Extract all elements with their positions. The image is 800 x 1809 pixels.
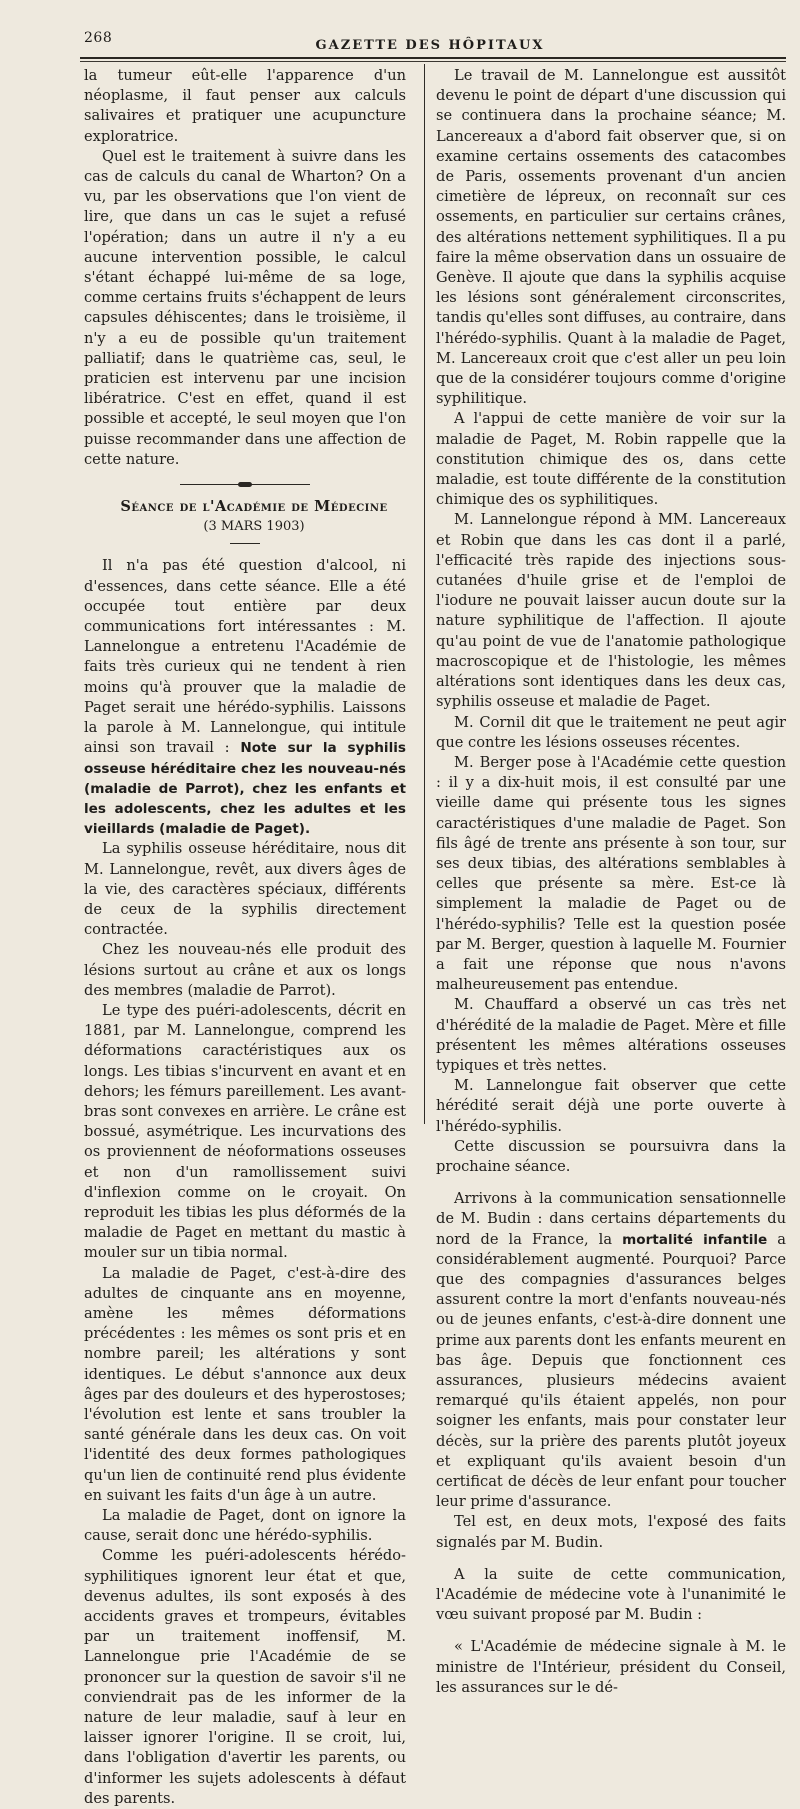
paragraph-text: Il n'a pas été question d'alcool, ni d'essences, dans cette séance. Elle a été occupée tout entière par deux communications fort intéressantes : M. Lannelongue a entretenu l'Académie de faits très curieux qui ne tendent à rien moins qu'à prouver que la maladie de Paget serait une hérédo-syphilis. Laissons la parole à M. Lannelongue, qui intitule ainsi son travail :	[84, 557, 406, 757]
paragraph: Comme les puéri-adolescents hérédo-syphilitiques ignorent leur état et que, devenus adultes, ils sont exposés à des accidents graves et trompeurs, évitables par un traitement inoffensif, M. Lannelongue prie l'Académie de se prononcer sur la question de savoir s'il ne conviendrait pas de les informer de la nature de leur maladie, sauf à leur en laisser ignorer l'origine. Il se croit, lui, dans l'obligation d'avertir les parents, ou d'informer les sujets adolescents à défaut des parents.	[84, 1547, 406, 1807]
paragraph: Cette discussion se poursuivra dans la prochaine séance.	[436, 1137, 786, 1175]
paragraph: A l'appui de cette manière de voir sur la maladie de Paget, M. Robin rappelle que la constitution chimique des os, dans cette maladie, est toute différente de la constitution chimique des os syphilitiques.	[436, 410, 786, 509]
paragraph: Le travail de M. Lannelongue est aussitôt devenu le point de départ d'une discussion qui se continuera dans la prochaine séance; M. Lancereaux a d'abord fait observer que, si on examine certains ossements des catacombes de Paris, ossements provenant d'un ancien cimetière de lépreux, on reconnaît sur ces ossements, en particulier sur certains crânes, des altérations nettement syphilitiques. Il a pu faire la même observation dans un ossuaire de Genève. Il ajoute que dans la syphilis acquise les lésions sont généralement circonscrites, tandis qu'elles sont diffuses, au contraire, dans l'hérédo-syphilis. Quant à la maladie de Paget, M. Lancereaux croit que c'est aller un peu loin que de la considérer toujours comme d'origine syphilitique.	[436, 67, 786, 408]
paragraph: Le type des puéri-adolescents, décrit en 1881, par M. Lannelongue, comprend les déformations caractéristiques aux os longs. Les tibias s'incurvent en avant et en dehors; les fémurs pareillement. Les avant-bras sont convexes en arrière. Le crâne est bossué, asymétrique. Les incurvations des os proviennent de néoformations osseuses et non d'un ramollissement suivi d'inflexion comme on le croyait. On reproduit les tibias les plus déformés de la maladie de Paget en mettant du mastic à mouler sur un tibia normal.	[84, 1001, 406, 1262]
spacer	[436, 1177, 786, 1189]
column-divider	[424, 64, 425, 1124]
communication-title: Note sur la syphilis osseuse héréditaire chez les nouveau-nés (maladie de Parrot), chez les enfants et les adolescents, chez les adultes et les vieillards (maladie de Paget).	[84, 740, 406, 838]
header-rule	[80, 57, 786, 59]
paragraph: la tumeur eût-elle l'apparence d'un néoplasme, il faut penser aux calculs salivaires et pratiquer une acupuncture exploratrice.	[84, 67, 406, 145]
paragraph: « L'Académie de médecine signale à M. le ministre de l'Intérieur, président du Conseil, les assurances sur le dé-	[436, 1638, 786, 1696]
paragraph: M. Lannelongue fait observer que cette hérédité serait déjà une porte ouverte à l'hérédo-syphilis.	[436, 1077, 786, 1135]
paragraph-text: a considérablement augmenté. Pourquoi? Parce que des compagnies d'assurances belges assurent contre la mort d'enfants nouveau-nés ou de jeunes enfants, c'est-à-dire donnent une prime aux parents dont les enfants meurent en bas âge. Depuis que fonctionnent ces assurances, plusieurs médecins avaient remarqué qu'ils étaient appelés, non pour soigner les enfants, mais pour constater leur décès, sur la prière des parents plutôt joyeux et expliquant qu'ils avaient besoin d'un certificat de décès de leur enfant pour toucher leur prime d'assurance.	[436, 1230, 786, 1511]
page-number: 268	[84, 30, 113, 46]
short-rule	[230, 543, 260, 544]
left-column	[84, 66, 406, 1809]
paragraph: Quel est le traitement à suivre dans les cas de calculs du canal de Wharton? On a vu, par les observations que l'on vient de lire, que dans un cas le sujet a refusé l'opération; dans un autre il n'y a eu aucune intervention possible, le calcul s'étant échappé lui-même de sa loge, comme certains fruits s'échappent de leurs capsules déhiscentes; dans le troisième, il n'y a eu de possible qu'un traitement palliatif; dans le quatrième cas, seul, le praticien est intervenu par une incision libératrice. C'est en effet, quand il est possible et accepté, le seul moyen que l'on puisse recommander dans une affection de cette nature.	[84, 147, 406, 468]
paragraph: M. Chauffard a observé un cas très net d'hérédité de la maladie de Paget. Mère et fille présentent les mêmes altérations osseuses typiques et très nettes.	[436, 996, 786, 1074]
paragraph: Tel est, en deux mots, l'exposé des faits signalés par M. Budin.	[436, 1513, 786, 1551]
paragraph: La syphilis osseuse héréditaire, nous dit M. Lannelongue, revêt, aux divers âges de la vie, des caractères spéciaux, différents de ceux de la syphilis directement contractée.	[84, 840, 406, 939]
section-title: Séance de l'Académie de Médecine	[120, 498, 388, 516]
paragraph: M. Cornil dit que le traitement ne peut agir que contre les lésions osseuses récentes.	[436, 713, 786, 751]
spacer	[436, 1625, 786, 1637]
bold-phrase: mortalité infantile	[622, 1231, 768, 1248]
paragraph: La maladie de Paget, dont on ignore la cause, serait donc une hérédo-syphilis.	[84, 1507, 406, 1545]
running-title: GAZETTE DES HÔPITAUX	[315, 38, 545, 53]
spacer	[436, 1553, 786, 1565]
section-date: (3 MARS 1903)	[203, 519, 305, 535]
right-column	[436, 66, 786, 1698]
ornament-divider	[180, 484, 310, 485]
paragraph: La maladie de Paget, c'est-à-dire des adultes de cinquante ans en moyenne, amène les mêmes déformations précédentes : les mêmes os sont pris et en nombre pareil; les altérations y sont identiques. Le début s'annonce aux deux âges par des douleurs et des hyperostoses; l'évolution est lente et sans troubler la santé générale dans les deux cas. On voit l'identité des deux formes pathologiques qu'un lien de continuité rend plus évidente en suivant les faits d'un âge à un autre.	[84, 1264, 406, 1504]
paragraph: M. Lannelongue répond à MM. Lancereaux et Robin que dans les cas dont il a parlé, l'efficacité très rapide des injections sous-cutanées d'huile grise et de l'emploi de l'iodure ne pouvait laisser aucun doute sur la nature syphilitique de l'affection. Il ajoute qu'au point de vue de l'anatomie pathologique macroscopique et de l'histologie, les mêmes altérations sont identiques dans les deux cas, syphilis osseuse et maladie de Paget.	[436, 511, 786, 711]
header-rule-thin	[80, 61, 786, 62]
paragraph: Chez les nouveau-nés elle produit des lésions surtout au crâne et aux os longs des membres (maladie de Parrot).	[84, 941, 406, 999]
paragraph	[436, 1189, 786, 1512]
paragraph	[84, 556, 406, 839]
paragraph-text: Arrivons à la communication sensationnelle de M. Budin : dans certains départements du nord de la France, la	[436, 1190, 786, 1248]
paragraph: A la suite de cette communication, l'Académie de médecine vote à l'unanimité le vœu suivant proposé par M. Budin :	[436, 1565, 786, 1624]
paragraph: M. Berger pose à l'Académie cette question : il y a dix-huit mois, il est consulté par une vieille dame qui présente tous les signes caractéristiques d'une maladie de Paget. Son fils âgé de trente ans présente à son tour, sur ses deux tibias, des altérations semblables à celles que présente sa mère. Est-ce là simplement la maladie de Paget ou de l'hérédo-syphilis? Telle est la question posée par M. Berger, question à laquelle M. Fournier a fait une réponse que nous n'avons malheureusement pas entendue.	[436, 753, 786, 994]
